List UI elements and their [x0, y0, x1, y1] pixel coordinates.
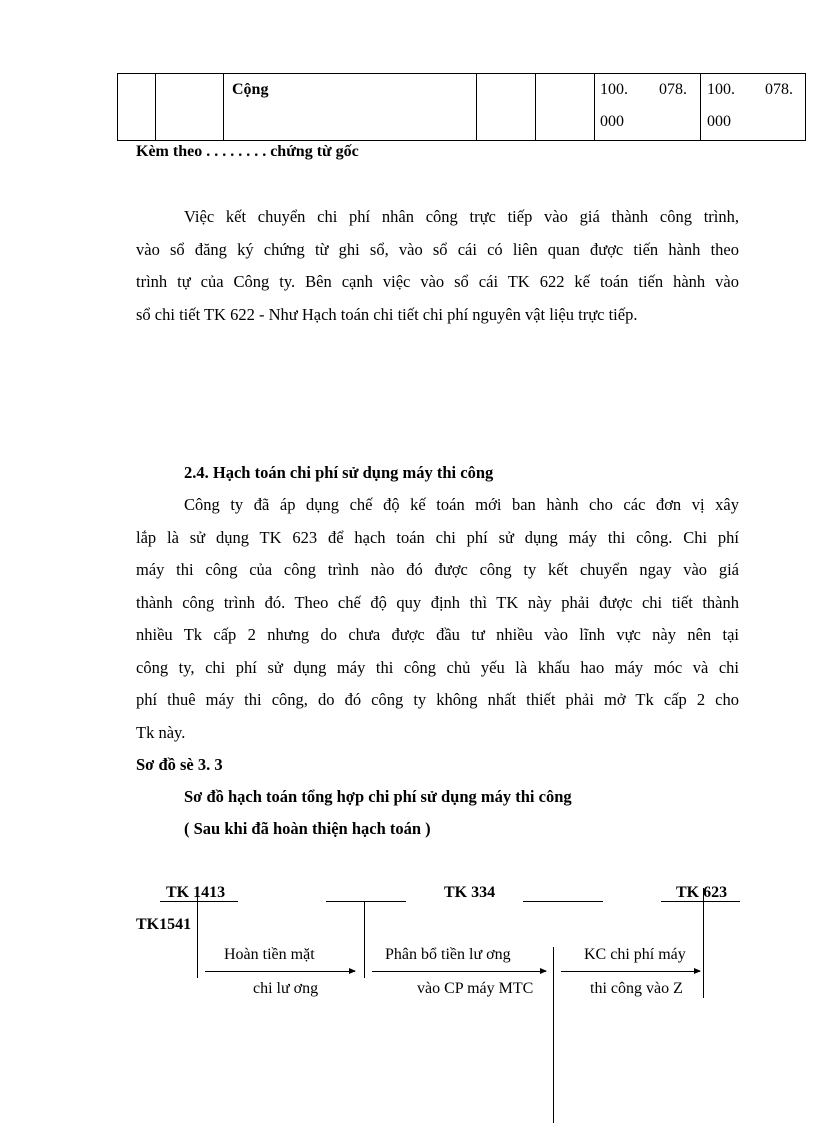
tk1541-vertical [553, 947, 554, 1123]
table-row [118, 74, 806, 141]
paragraph-line: Việc kết chuyển chi phí nhân công trực tiếp vào giá thành công trình, [184, 207, 739, 226]
flow-1-label: Hoàn tiền mặt [224, 946, 315, 963]
paragraph-line: lắp là sử dụng TK 623 để hạch toán chi phí sử dụng máy thi công. Chi phí [136, 527, 739, 547]
paragraph-line: thành công trình đó. Theo chế độ quy định thì TK này phải được chi tiết thành [136, 592, 739, 612]
table-cell [477, 74, 536, 141]
flow-3-arrow [561, 971, 700, 972]
account-tk1413: TK 1413 [166, 884, 226, 901]
paragraph-1 [136, 201, 739, 331]
paragraph-2 [136, 489, 739, 749]
table-cell [536, 74, 595, 141]
tk334-right-line [523, 901, 603, 902]
tk623-vertical [703, 888, 704, 998]
paragraph-line: phí thuê máy thi công, do đó công ty không nhất thiết phải mở Tk cấp 2 cho [136, 690, 739, 709]
flow-2-arrow [372, 971, 546, 972]
flow-3-sublabel: thi công vào Z [590, 980, 683, 997]
table-cell [156, 74, 224, 141]
tk1413-vertical [197, 888, 198, 978]
total-label: Cộng [224, 74, 477, 141]
flow-2-label: Phân bổ tiền lư ơng [385, 946, 511, 963]
flow-3-label: KC chi phí máy [584, 946, 686, 963]
paragraph-line: Công ty đã áp dụng chế độ kế toán mới ban hành cho các đơn vị xây [184, 495, 739, 514]
paragraph-line: công ty, chi phí sử dụng máy thi công chủ yếu là khấu hao máy móc và chi [136, 657, 739, 677]
paragraph-line: trình tự của Công ty. Bên cạnh việc vào sổ cái TK 622 kế toán tiến hành vào [136, 272, 739, 291]
debit-amount: 100. 078. 000 [595, 74, 701, 141]
paragraph-line: vào sổ đăng ký chứng từ ghi sổ, vào sổ cái có liên quan được tiến hành theo [136, 239, 739, 259]
table-cell [118, 74, 156, 141]
paragraph-line: Tk này. [136, 722, 186, 742]
summary-table [117, 73, 806, 141]
diagram-subtitle: ( Sau khi đã hoàn thiện hạch toán ) [184, 819, 431, 838]
paragraph-line: máy thi công của công trình nào đó được công ty kết chuyển ngay vào giá [136, 560, 739, 579]
diagram-label: Sơ đồ sè 3. 3 [136, 755, 223, 774]
account-tk1541: TK1541 [136, 916, 192, 933]
flow-2-sublabel: vào CP máy MTC [417, 980, 534, 997]
flow-1-arrow [205, 971, 355, 972]
section-title: 2.4. Hạch toán chi phí sử dụng máy thi công [184, 463, 494, 482]
diagram-title: Sơ đồ hạch toán tổng hợp chi phí sử dụng máy thi công [184, 787, 572, 806]
account-tk334: TK 334 [444, 884, 496, 901]
paragraph-line: nhiều Tk cấp 2 nhưng do chưa được đầu tư nhiều vào lĩnh vực này nên tại [136, 625, 739, 644]
tk334-vertical [364, 902, 365, 978]
credit-amount: 100. 078. 000 [701, 74, 806, 141]
tk334-left-line [326, 901, 406, 902]
account-tk623: TK 623 [676, 884, 728, 901]
flow-1-sublabel: chi lư ơng [253, 980, 319, 997]
paragraph-line: sổ chi tiết TK 622 - Như Hạch toán chi tiết chi phí nguyên vật liệu trực tiếp. [136, 304, 638, 324]
attached-docs-note: Kèm theo . . . . . . . . chứng từ gốc [136, 143, 359, 160]
